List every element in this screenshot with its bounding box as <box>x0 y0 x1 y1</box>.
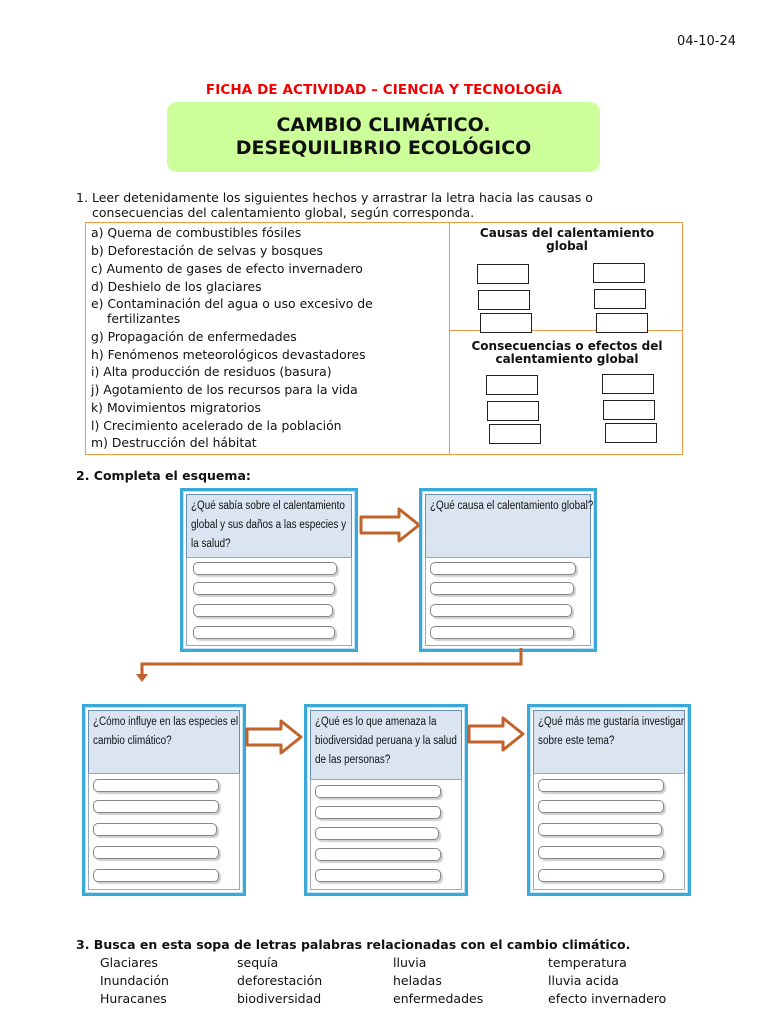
answer-field[interactable] <box>193 626 335 639</box>
connector-arrow-icon <box>132 646 528 688</box>
scheme-card-3 <box>82 704 246 896</box>
right-arrow-icon <box>467 716 525 756</box>
fact-item[interactable]: e) Contaminación del agua o uso excesivo de <box>91 296 373 311</box>
worksheet-kicker: FICHA DE ACTIVIDAD – CIENCIA Y TECNOLOGÍA <box>205 82 563 98</box>
word-item: deforestación <box>237 973 323 988</box>
card-question: ¿Qué sabía sobre el calentamiento global y sus daños a las especies y la salud? <box>191 500 347 550</box>
answer-field[interactable] <box>93 846 219 859</box>
answer-field[interactable] <box>538 823 662 836</box>
answer-field[interactable] <box>538 869 664 882</box>
causes-heading-line-2: global <box>546 239 588 253</box>
effect-drop-slot[interactable] <box>603 400 655 420</box>
answer-field[interactable] <box>193 562 337 575</box>
answer-field[interactable] <box>93 823 217 836</box>
fact-item[interactable]: d) Deshielo de los glaciares <box>91 279 262 294</box>
fact-item[interactable]: h) Fenómenos meteorológicos devastadores <box>91 347 366 362</box>
fact-item[interactable]: g) Propagación de enfermedades <box>91 329 297 344</box>
card-question: ¿Qué causa el calentamiento global? <box>430 500 594 512</box>
answer-field[interactable] <box>538 779 664 792</box>
effect-drop-slot[interactable] <box>489 424 541 444</box>
cause-drop-slot[interactable] <box>480 313 532 333</box>
answer-field[interactable] <box>93 800 219 813</box>
question-box <box>186 494 352 558</box>
cause-drop-slot[interactable] <box>478 290 530 310</box>
answer-field[interactable] <box>430 562 576 575</box>
section1-number: 1. <box>76 190 88 205</box>
fact-item[interactable]: m) Destrucción del hábitat <box>91 435 257 450</box>
answer-field[interactable] <box>193 582 335 595</box>
question-box <box>533 710 685 774</box>
fact-item[interactable]: b) Deforestación de selvas y bosques <box>91 243 323 258</box>
effects-heading <box>452 340 682 366</box>
fact-item-continuation: fertilizantes <box>107 311 181 326</box>
answer-field[interactable] <box>193 604 333 617</box>
word-item: heladas <box>393 973 442 988</box>
answer-field[interactable] <box>315 806 441 819</box>
word-item: enfermedades <box>393 991 484 1006</box>
cause-drop-slot[interactable] <box>477 264 529 284</box>
effect-drop-slot[interactable] <box>487 401 539 421</box>
scheme-card-1 <box>180 488 358 652</box>
question-box <box>310 710 462 780</box>
fact-item[interactable]: c) Aumento de gases de efecto invernadero <box>91 261 363 276</box>
section2-heading: 2. Completa el esquema: <box>76 468 251 483</box>
scheme-card-2 <box>419 488 597 652</box>
card-question: ¿Qué más me gustaría investigar sobre este tema? <box>538 716 685 747</box>
card-question: ¿Cómo influye en las especies el cambio climático? <box>93 716 239 747</box>
right-arrow-icon <box>245 719 303 759</box>
section1-instruction-text: Leer detenidamente los siguientes hechos y arrastrar la letra hacia las causas o consecuencias del calentamiento global, según corresponda. <box>92 190 593 220</box>
answer-field[interactable] <box>315 827 439 840</box>
effect-drop-slot[interactable] <box>605 423 657 443</box>
effect-drop-slot[interactable] <box>486 375 538 395</box>
title-line-2: DESEQUILIBRIO ECOLÓGICO <box>235 137 532 159</box>
word-item: sequía <box>237 955 279 970</box>
table-divider-vertical <box>449 223 450 454</box>
word-item: temperatura <box>548 955 627 970</box>
answer-field[interactable] <box>93 779 219 792</box>
answer-field[interactable] <box>538 800 664 813</box>
fact-item[interactable]: l) Crecimiento acelerado de la población <box>91 418 342 433</box>
word-item: biodiversidad <box>237 991 322 1006</box>
answer-field[interactable] <box>315 785 441 798</box>
section3-heading: 3. Busca en esta sopa de letras palabras relacionadas con el cambio climático. <box>76 937 631 952</box>
answer-field[interactable] <box>430 604 572 617</box>
question-box <box>425 494 594 558</box>
effect-drop-slot[interactable] <box>602 374 654 394</box>
cause-drop-slot[interactable] <box>593 263 645 283</box>
title-line-1: CAMBIO CLIMÁTICO. <box>276 114 491 136</box>
fact-item[interactable]: j) Agotamiento de los recursos para la vida <box>91 382 358 397</box>
fact-item[interactable]: k) Movimientos migratorios <box>91 400 261 415</box>
answer-field[interactable] <box>430 582 574 595</box>
word-item: efecto invernadero <box>548 991 667 1006</box>
cause-drop-slot[interactable] <box>594 289 646 309</box>
fact-item[interactable]: a) Quema de combustibles fósiles <box>91 225 302 240</box>
card-question: ¿Qué es lo que amenaza la biodiversidad peruana y la salud de las personas? <box>315 716 457 766</box>
title-box <box>167 102 600 172</box>
causes-heading-line-1: Causas del calentamiento <box>479 226 655 240</box>
question-box <box>88 710 240 774</box>
cause-drop-slot[interactable] <box>596 313 648 333</box>
fact-item[interactable]: i) Alta producción de residuos (basura) <box>91 364 332 379</box>
answer-field[interactable] <box>315 848 441 861</box>
word-item: Huracanes <box>100 991 167 1006</box>
answer-field[interactable] <box>538 846 664 859</box>
effects-heading-line-1: Consecuencias o efectos del <box>471 339 663 353</box>
word-item: lluvia <box>393 955 427 970</box>
answer-field[interactable] <box>315 869 441 882</box>
effects-heading-line-2: calentamiento global <box>495 352 639 366</box>
scheme-card-5 <box>527 704 691 896</box>
causes-heading <box>452 227 682 253</box>
answer-field[interactable] <box>430 626 574 639</box>
facts-table <box>85 222 683 455</box>
word-item: Glaciares <box>100 955 158 970</box>
word-item: lluvia acida <box>548 973 619 988</box>
answer-field[interactable] <box>93 869 219 882</box>
right-arrow-icon <box>359 507 421 547</box>
word-item: Inundación <box>100 973 169 988</box>
date-label: 04-10-24 <box>676 34 736 49</box>
scheme-card-4 <box>304 704 468 896</box>
